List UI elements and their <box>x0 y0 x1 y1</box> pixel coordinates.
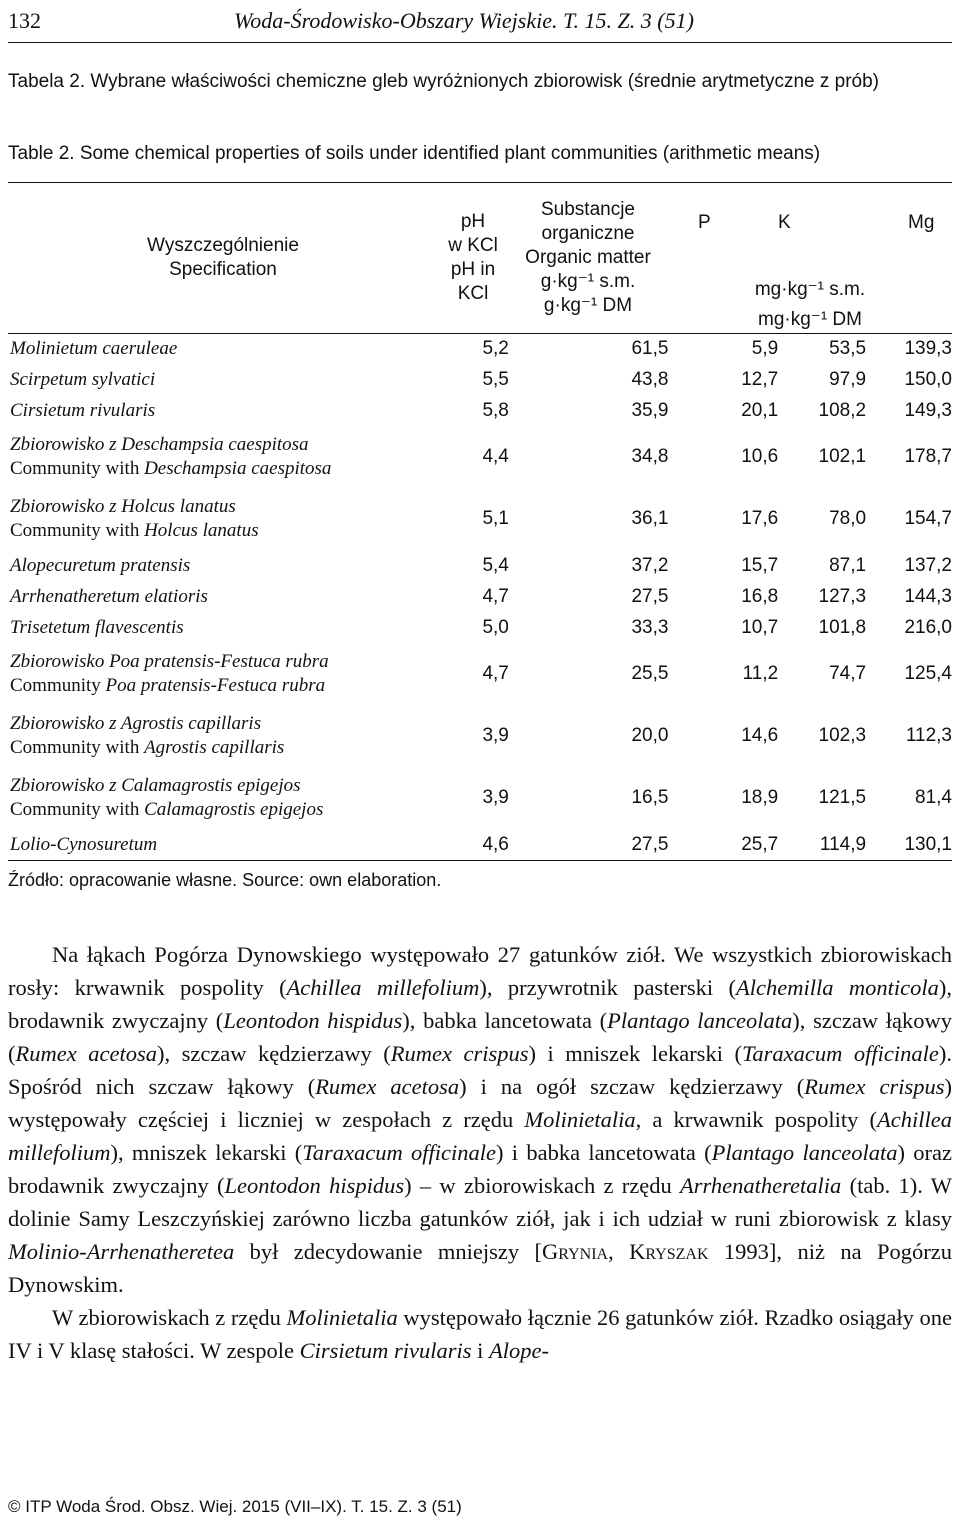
row-label-part: Lolio-Cynosuretum <box>10 833 158 855</box>
cell-om: 25,5 <box>631 663 669 684</box>
cell-ph: 4,6 <box>482 833 509 855</box>
text-run: ), przywrotnik pasterski ( <box>479 975 737 1000</box>
header-unit-1: mg·kg⁻¹ s.m. <box>754 279 866 300</box>
row-label-part: Zbiorowisko z <box>10 775 122 796</box>
cell-p: 14,6 <box>741 725 779 746</box>
table-row <box>8 550 952 581</box>
header-ph-3: pH in <box>450 259 496 280</box>
row-label-part: Community <box>10 675 106 696</box>
text-run: ), brodawnik zwyczajny ( <box>8 975 952 1033</box>
row-label <box>8 426 439 488</box>
cell-ph: 4,4 <box>482 446 509 467</box>
header-specification <box>8 183 438 334</box>
cell-k: 108,2 <box>818 399 867 421</box>
paragraph-2 <box>8 1301 952 1367</box>
text-run: Kryszak <box>629 1239 709 1264</box>
text-run: Leontodon hispidus <box>224 1173 405 1198</box>
cell-p: 16,8 <box>741 585 779 607</box>
text-run: Molinio-Arrhenatheretea <box>8 1239 235 1264</box>
cell-mg: 137,2 <box>904 554 952 576</box>
header-ph-4: KCl <box>457 283 489 304</box>
text-run: W zbiorowiskach z rzędu <box>52 1305 287 1330</box>
row-label <box>8 364 439 395</box>
source-note: Źródło: opracowanie własne. Source: own elaboration. <box>8 870 442 890</box>
cell-ph: 5,0 <box>482 616 509 638</box>
text-run: Plantago lanceolata <box>711 1140 898 1165</box>
header-rule <box>8 42 952 43</box>
row-label-part: Calamagrostis epigejos <box>144 799 324 820</box>
cell-mg: 112,3 <box>905 725 952 746</box>
table-row <box>8 612 952 643</box>
table-row <box>8 705 952 767</box>
table-caption-pl: Tabela 2. Wybrane właściwości chemiczne gleb wyróżnionych zbiorowisk (średnie arytmetyczne z prób) <box>8 71 880 92</box>
cell-om: 35,9 <box>631 399 669 421</box>
cell-p: 25,7 <box>741 833 779 855</box>
row-label-part: Cirsietum rivularis <box>10 399 156 421</box>
table-row <box>8 581 952 612</box>
cell-k: 114,9 <box>819 833 867 855</box>
header-ph <box>438 183 508 334</box>
header-om-5: g·kg⁻¹ DM <box>543 295 633 316</box>
header-ph-1: pH <box>460 211 486 232</box>
chemical-properties-table <box>8 182 952 334</box>
text-run: Arrhenatheretalia <box>680 1173 842 1198</box>
table-caption-en: Table 2. Some chemical properties of soils under identified plant communities (arithmetic means) <box>8 143 821 164</box>
cell-k: 101,8 <box>818 616 867 638</box>
text-run: Plantago lanceolata <box>607 1008 793 1033</box>
cell-mg: 81,4 <box>915 787 952 808</box>
cell-mg: 216,0 <box>904 616 952 638</box>
text-run: występowało łącznie 26 gatunków ziół. Rzadko osiągały one IV i V klasę stałości. W zespole <box>8 1305 952 1363</box>
text-run: ), szczaw kędzierzawy ( <box>156 1041 391 1066</box>
table-row <box>8 488 952 550</box>
header-om-3: Organic matter <box>525 247 651 268</box>
text-run: ) i na ogół szczaw kędzierzawy ( <box>459 1074 805 1099</box>
text-run: ) i mniszek lekarski ( <box>528 1041 742 1066</box>
cell-ph: 5,1 <box>482 508 509 529</box>
cell-ph: 5,8 <box>482 399 509 421</box>
cell-om: 20,0 <box>631 725 669 746</box>
text-run: Taraxacum officinale <box>302 1140 496 1165</box>
text-run: Cirsietum rivularis <box>299 1338 472 1363</box>
row-label-part: Zbiorowisko z <box>10 434 122 455</box>
table-row <box>8 643 952 705</box>
cell-k: 87,1 <box>829 554 867 576</box>
row-label-part: Deschampsia caespitosa <box>144 458 332 479</box>
cell-ph: 4,7 <box>482 663 509 684</box>
text-run: ), babka lancetowata ( <box>402 1008 608 1033</box>
cell-ph: 4,7 <box>482 585 509 607</box>
cell-k: 127,3 <box>818 585 867 607</box>
header-organic-matter <box>508 183 668 334</box>
cell-k: 74,7 <box>829 663 867 684</box>
cell-om: 16,5 <box>631 787 669 808</box>
text-run: Achillea millefolium <box>286 975 480 1000</box>
cell-p: 18,9 <box>741 787 779 808</box>
text-run: , <box>608 1239 630 1264</box>
cell-om: 61,5 <box>631 337 669 359</box>
row-label-part: Community with <box>10 799 145 820</box>
row-label <box>8 550 439 581</box>
cell-mg: 125,4 <box>904 663 952 684</box>
row-label-part: Community with <box>10 458 145 479</box>
text-run: 1993], niż na Pogórzu Dynowskim. <box>8 1239 952 1297</box>
cell-mg: 139,3 <box>904 337 952 359</box>
header-unit-2: mg·kg⁻¹ DM <box>758 309 862 330</box>
table-row <box>8 364 952 395</box>
cell-k: 78,0 <box>829 508 867 529</box>
cell-om: 34,8 <box>631 446 669 467</box>
text-run: był zdecydowanie mniejszy [ <box>234 1239 543 1264</box>
text-run: i <box>471 1338 490 1363</box>
row-label <box>8 767 439 829</box>
text-run: Alope- <box>489 1338 550 1363</box>
row-label-part: Molinietum caeruleae <box>10 337 178 359</box>
table-row <box>8 333 952 364</box>
cell-om: 43,8 <box>631 368 669 390</box>
header-p: P <box>698 212 711 233</box>
table-row <box>8 829 952 861</box>
row-label-part: Poa pratensis-Festuca rubra <box>105 675 326 696</box>
text-run: ), szczaw łąkowy ( <box>8 1008 952 1066</box>
text-run: , a krwawnik pospolity ( <box>635 1107 878 1132</box>
row-label-part: Agrostis capillaris <box>144 737 285 758</box>
cell-mg: 178,7 <box>904 446 952 467</box>
row-label-part: Trisetetum flavescentis <box>10 616 184 638</box>
row-label-part: Agrostis capillaris <box>120 713 262 734</box>
cell-ph: 5,4 <box>482 554 509 576</box>
page-number: 132 <box>8 8 41 33</box>
row-label-part: Holcus lanatus <box>121 496 236 517</box>
running-title: Woda-Środowisko-Obszary Wiejskie. T. 15. Z. 3 (51) <box>234 8 694 33</box>
text-run: (tab. 1). W dolinie Samy Leszczyńskiej zarówno liczba gatunków ziół, jak i ich udział w runi zbiorowisk z klasy <box>8 1173 952 1231</box>
text-run: Alchemilla monticola <box>736 975 939 1000</box>
cell-p: 10,7 <box>741 616 779 638</box>
row-label-part: Zbiorowisko z <box>10 713 121 734</box>
cell-p: 17,6 <box>741 508 779 529</box>
table-body <box>8 333 952 861</box>
row-label-part: Zbiorowisko z <box>10 496 122 517</box>
text-run: ). Spośród nich szczaw łąkowy ( <box>8 1041 952 1099</box>
row-label-part: Alopecuretum pratensis <box>10 554 191 576</box>
cell-om: 37,2 <box>631 554 669 576</box>
cell-om: 33,3 <box>631 616 669 638</box>
cell-mg: 144,3 <box>904 585 952 607</box>
row-label <box>8 333 439 364</box>
text-run: ) – w zbiorowiskach z rzędu <box>404 1173 681 1198</box>
text-run: ), mniszek lekarski ( <box>110 1140 303 1165</box>
cell-k: 53,5 <box>829 337 867 359</box>
cell-p: 11,2 <box>742 663 779 684</box>
cell-ph: 3,9 <box>482 787 509 808</box>
row-label <box>8 612 439 643</box>
row-label-part: Poa pratensis-Festuca rubra <box>109 651 329 672</box>
cell-k: 121,5 <box>818 787 867 808</box>
header-om-4: g·kg⁻¹ s.m. <box>540 271 636 292</box>
cell-om: 27,5 <box>631 833 669 855</box>
text-run: Taraxacum officinale <box>741 1041 939 1066</box>
row-label-part: Zbiorowisko <box>10 651 110 672</box>
text-run: ) oraz brodawnik zwyczajny ( <box>8 1140 952 1198</box>
header-k: K <box>778 212 791 233</box>
row-label <box>8 829 439 861</box>
cell-p: 10,6 <box>741 446 779 467</box>
text-run: ) występowały częściej i liczniej w zespołach z rzędu <box>8 1074 952 1132</box>
row-label-part: Holcus lanatus <box>144 520 259 541</box>
cell-mg: 154,7 <box>904 508 952 529</box>
header-mg: Mg <box>908 212 935 233</box>
text-run: Achillea millefolium <box>8 1107 952 1165</box>
text-run: ) i babka lancetowata ( <box>496 1140 712 1165</box>
paragraph-1 <box>8 938 952 1301</box>
text-run: Rumex crispus <box>804 1074 945 1099</box>
row-label <box>8 643 439 705</box>
text-run: Rumex crispus <box>390 1041 529 1066</box>
text-run: Molinietalia <box>286 1305 398 1330</box>
header-om-1: Substancje <box>540 199 635 220</box>
text-run: Grynia <box>542 1239 609 1264</box>
row-label <box>8 488 439 550</box>
text-run: Molinietalia <box>524 1107 636 1132</box>
row-label-part: Community with <box>10 520 145 541</box>
cell-mg: 130,1 <box>904 833 952 855</box>
row-label-part: Scirpetum sylvatici <box>10 368 156 390</box>
text-run: Rumex acetosa <box>15 1041 157 1066</box>
text-run: Rumex acetosa <box>315 1074 460 1099</box>
header-nutrients <box>668 183 952 334</box>
cell-om: 27,5 <box>631 585 669 607</box>
row-label <box>8 395 439 426</box>
row-label-part: Deschampsia caespitosa <box>121 434 309 455</box>
cell-k: 102,3 <box>818 725 867 746</box>
table-row <box>8 767 952 829</box>
cell-p: 5,9 <box>751 337 779 359</box>
cell-k: 102,1 <box>818 446 867 467</box>
header-spec-en: Specification <box>169 259 277 280</box>
header-om-2: organiczne <box>541 223 635 244</box>
cell-p: 20,1 <box>741 399 779 421</box>
row-label-part: Arrhenatheretum elatioris <box>10 585 208 607</box>
cell-p: 15,7 <box>741 554 779 576</box>
cell-mg: 150,0 <box>904 368 952 390</box>
cell-ph: 5,5 <box>482 368 509 390</box>
row-label-part: Calamagrostis epigejos <box>121 775 301 796</box>
row-label <box>8 581 439 612</box>
cell-mg: 149,3 <box>904 399 952 421</box>
cell-ph: 5,2 <box>482 337 509 359</box>
text-run: Leontodon hispidus <box>223 1008 403 1033</box>
table-row <box>8 426 952 488</box>
header-spec-pl: Wyszczególnienie <box>147 235 299 256</box>
row-label <box>8 705 439 767</box>
cell-om: 36,1 <box>631 508 669 529</box>
cell-ph: 3,9 <box>482 725 509 746</box>
page-footer: © ITP Woda Środ. Obsz. Wiej. 2015 (VII–IX). T. 15. Z. 3 (51) <box>8 1497 462 1516</box>
text-run: Na łąkach Pogórza Dynowskiego występowało 27 gatunków ziół. We wszystkich zbiorowiskach rosły: krwawnik pospolity ( <box>8 942 952 1000</box>
cell-k: 97,9 <box>829 368 867 390</box>
page-header <box>8 8 952 42</box>
row-label-part: Community with <box>10 737 145 758</box>
cell-p: 12,7 <box>741 368 779 390</box>
body-text <box>8 938 952 1367</box>
header-ph-2: w KCl <box>448 235 498 256</box>
table-row <box>8 395 952 426</box>
